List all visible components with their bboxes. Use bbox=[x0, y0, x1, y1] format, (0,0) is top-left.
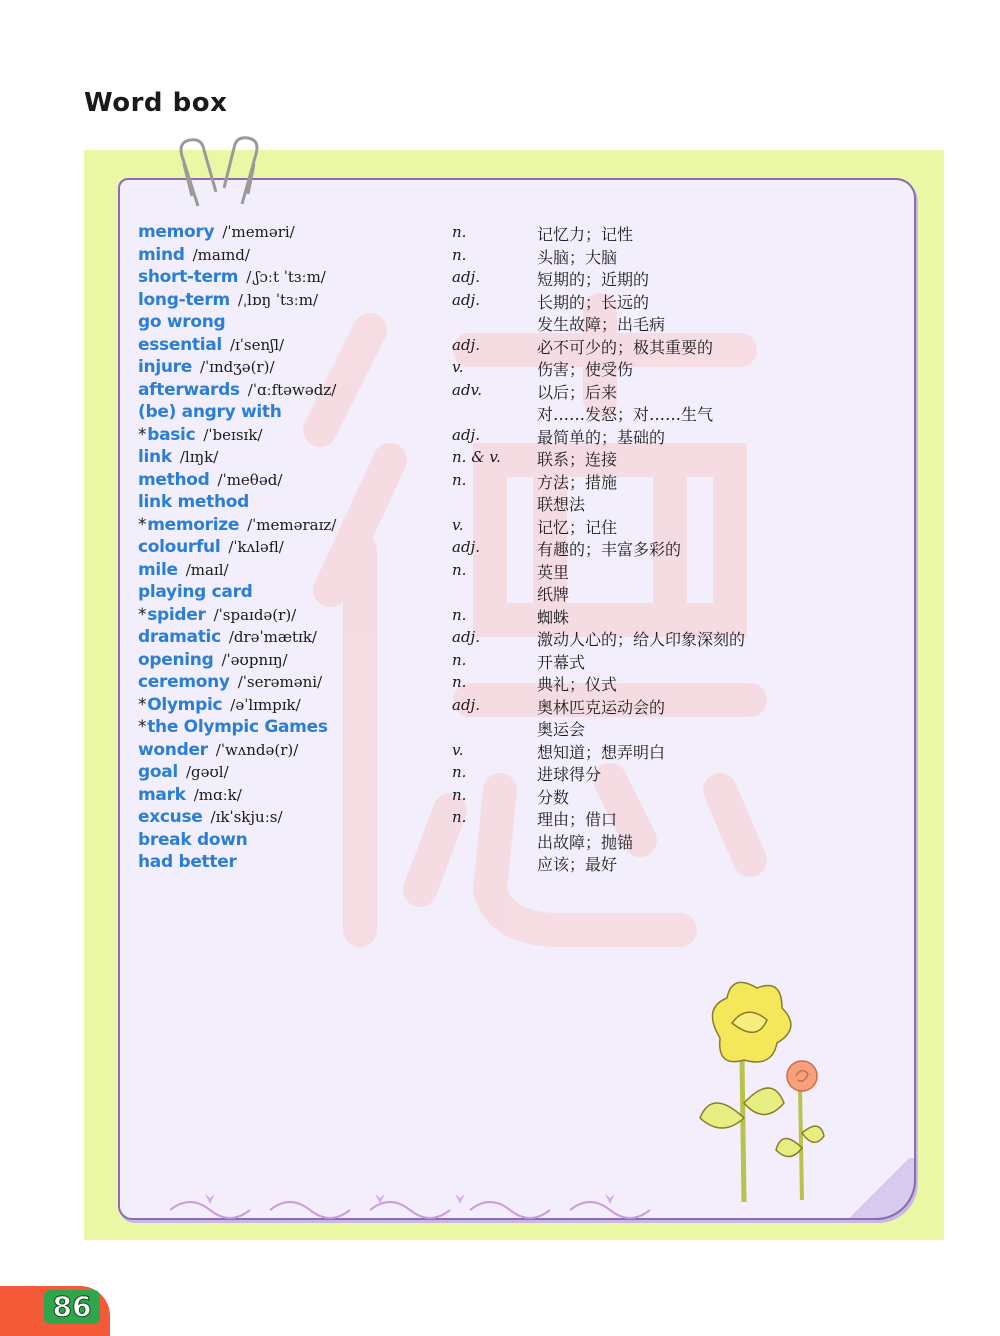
entry-part-of-speech: adj. bbox=[452, 425, 480, 444]
entry-phonetic: /maɪl/ bbox=[185, 560, 229, 579]
entry-part-of-speech: adj. bbox=[452, 538, 480, 556]
word-entry bbox=[0, 402, 1000, 424]
entry-phonetic: /ɪkˈskjuːs/ bbox=[210, 808, 283, 826]
entry-phonetic: /ˈəʊpnɪŋ/ bbox=[221, 650, 288, 669]
word-entry bbox=[0, 807, 1000, 829]
entry-phonetic: /ˈmeməraɪz/ bbox=[247, 515, 337, 534]
entry-word: method bbox=[138, 469, 210, 490]
entry-meaning: 典礼；仪式 bbox=[537, 675, 618, 694]
entry-meaning: 奥运会 bbox=[537, 720, 586, 739]
entry-headword bbox=[138, 470, 282, 490]
entry-word: basic bbox=[147, 424, 196, 445]
entry-meaning: 对……发怒；对……生气 bbox=[537, 405, 714, 424]
entry-part-of-speech: v. bbox=[452, 515, 464, 534]
entry-part-of-speech: n. bbox=[452, 245, 467, 264]
entry-meaning: 想知道；想弄明白 bbox=[537, 742, 666, 762]
entry-meaning: 联想法 bbox=[537, 495, 586, 514]
entry-part-of-speech: n. bbox=[452, 605, 467, 624]
entry-part-of-speech: n. bbox=[452, 763, 467, 781]
entry-word: the Olympic Games bbox=[147, 717, 328, 737]
entry-meaning: 长期的；长远的 bbox=[537, 292, 650, 312]
entry-word: afterwards bbox=[138, 379, 240, 400]
entry-word: Olympic bbox=[147, 694, 223, 715]
entry-phonetic: /ɪˈsenʃl/ bbox=[229, 335, 285, 354]
entry-phonetic: /ˈkʌləfl/ bbox=[228, 538, 284, 556]
entry-part-of-speech: adj. bbox=[452, 268, 480, 286]
entry-meaning: 出故障；抛锚 bbox=[537, 832, 634, 852]
entry-phonetic: /ˈmeθəd/ bbox=[217, 470, 283, 489]
entry-meaning: 英里 bbox=[537, 562, 570, 582]
entry-meaning: 理由；借口 bbox=[537, 810, 618, 829]
entry-part-of-speech: n. bbox=[452, 785, 467, 804]
entry-meaning: 伤害；使受伤 bbox=[537, 360, 634, 379]
word-entry bbox=[0, 312, 1000, 334]
entry-word: go wrong bbox=[138, 312, 226, 332]
entry-meaning: 激动人心的；给人印象深刻的 bbox=[537, 630, 746, 649]
entry-headword bbox=[138, 380, 336, 400]
entry-part-of-speech: n. bbox=[452, 650, 467, 669]
entry-meaning: 头脑；大脑 bbox=[537, 247, 618, 267]
entry-phonetic: /mɑːk/ bbox=[193, 785, 242, 804]
entry-meaning: 应该；最好 bbox=[537, 855, 618, 874]
entry-word: link bbox=[138, 447, 172, 467]
entry-part-of-speech: n. bbox=[452, 808, 467, 826]
entry-word: mark bbox=[138, 784, 186, 805]
entry-headword bbox=[138, 672, 322, 692]
entry-headword bbox=[138, 290, 318, 310]
entry-phonetic: /lɪŋk/ bbox=[179, 448, 219, 466]
word-entry bbox=[0, 222, 1000, 244]
entry-headword bbox=[138, 785, 242, 805]
entry-headword bbox=[138, 650, 288, 670]
word-entry bbox=[0, 492, 1000, 514]
entry-word: break down bbox=[138, 829, 248, 850]
entry-meaning: 奥林匹克运动会的 bbox=[537, 697, 666, 717]
entry-meaning: 进球得分 bbox=[537, 765, 602, 784]
entry-phonetic: /ˈserəməni/ bbox=[237, 673, 323, 691]
word-entry bbox=[0, 717, 1000, 739]
entry-part-of-speech: n. bbox=[452, 673, 467, 691]
entry-phonetic: /gəʊl/ bbox=[185, 763, 229, 781]
word-entry bbox=[0, 380, 1000, 402]
word-entry bbox=[0, 560, 1000, 582]
entry-part-of-speech: adj. bbox=[452, 695, 480, 714]
entry-word: mile bbox=[138, 559, 178, 580]
word-entry bbox=[0, 650, 1000, 672]
word-entry bbox=[0, 267, 1000, 289]
flower-illustration bbox=[672, 968, 842, 1208]
word-entry bbox=[0, 830, 1000, 852]
entry-headword bbox=[138, 830, 247, 850]
entry-headword bbox=[138, 717, 328, 737]
entry-phonetic: /əˈlɪmpɪk/ bbox=[230, 695, 301, 714]
word-entry bbox=[0, 627, 1000, 649]
page-heading: Word box bbox=[84, 88, 228, 118]
entry-phonetic: /ˈɑːftəwədz/ bbox=[247, 380, 337, 399]
entry-part-of-speech: v. bbox=[452, 358, 464, 376]
entry-meaning: 开幕式 bbox=[537, 652, 586, 672]
entry-meaning: 联系；连接 bbox=[537, 450, 618, 469]
entry-phonetic: /drəˈmætɪk/ bbox=[228, 628, 317, 646]
entry-meaning: 记忆；记住 bbox=[537, 517, 618, 537]
entry-word: (be) angry with bbox=[138, 402, 282, 422]
entry-headword bbox=[138, 582, 253, 602]
entry-headword bbox=[138, 852, 237, 872]
entry-part-of-speech: v. bbox=[452, 740, 464, 759]
entry-headword bbox=[138, 627, 317, 647]
entry-part-of-speech: n. & v. bbox=[452, 448, 501, 466]
entry-meaning: 短期的；近期的 bbox=[537, 270, 650, 289]
word-entry bbox=[0, 852, 1000, 874]
asterisk-mark: * bbox=[138, 717, 147, 737]
entry-phonetic: /ˌʃɔːt ˈtɜːm/ bbox=[246, 268, 326, 286]
entry-word: had better bbox=[138, 852, 237, 872]
entry-word: essential bbox=[138, 334, 222, 355]
entry-word: dramatic bbox=[138, 627, 221, 647]
word-entry bbox=[0, 785, 1000, 807]
word-entry bbox=[0, 470, 1000, 492]
word-entry bbox=[0, 515, 1000, 537]
entry-headword bbox=[138, 245, 250, 265]
entry-part-of-speech: adj. bbox=[452, 628, 480, 646]
entry-word: memory bbox=[138, 222, 215, 242]
decorative-border bbox=[170, 1186, 690, 1220]
entry-word: excuse bbox=[138, 807, 203, 827]
entry-part-of-speech: n. bbox=[452, 560, 467, 579]
entry-headword bbox=[138, 515, 336, 535]
entry-word: link method bbox=[138, 492, 250, 512]
entry-phonetic: /ˈspaɪdə(r)/ bbox=[213, 605, 297, 624]
entry-meaning: 分数 bbox=[537, 787, 570, 807]
entry-headword bbox=[138, 537, 284, 557]
entry-word: memorize bbox=[147, 514, 240, 535]
word-entry bbox=[0, 605, 1000, 627]
entry-word: goal bbox=[138, 762, 178, 782]
asterisk-mark: * bbox=[138, 514, 147, 535]
entry-headword bbox=[138, 222, 295, 242]
word-entry bbox=[0, 290, 1000, 312]
word-entry bbox=[0, 695, 1000, 717]
paperclip-icon bbox=[170, 134, 280, 214]
entry-meaning: 以后；后来 bbox=[537, 382, 618, 402]
entry-word: spider bbox=[147, 604, 206, 625]
entry-part-of-speech: n. bbox=[452, 470, 467, 489]
entry-word: playing card bbox=[138, 582, 253, 602]
entry-headword bbox=[138, 560, 229, 580]
entry-meaning: 蜘蛛 bbox=[537, 607, 570, 627]
entry-headword bbox=[138, 425, 262, 445]
entry-part-of-speech: adj. bbox=[452, 335, 480, 354]
entry-headword bbox=[138, 807, 283, 827]
word-entry bbox=[0, 447, 1000, 469]
entry-phonetic: /ˈbeɪsɪk/ bbox=[203, 425, 263, 444]
entry-headword bbox=[138, 447, 218, 467]
entry-meaning: 有趣的；丰富多彩的 bbox=[537, 540, 682, 559]
entry-meaning: 发生故障；出毛病 bbox=[537, 315, 666, 334]
entry-phonetic: /maɪnd/ bbox=[192, 245, 250, 264]
entry-headword bbox=[138, 762, 229, 782]
entry-word: long-term bbox=[138, 289, 230, 310]
entry-headword bbox=[138, 402, 282, 422]
asterisk-mark: * bbox=[138, 694, 147, 715]
word-entry bbox=[0, 672, 1000, 694]
entry-meaning: 纸牌 bbox=[537, 585, 570, 604]
asterisk-mark: * bbox=[138, 424, 147, 445]
entry-meaning: 最简单的；基础的 bbox=[537, 427, 666, 447]
entry-headword bbox=[138, 605, 296, 625]
entry-meaning: 方法；措施 bbox=[537, 472, 618, 492]
entry-word: colourful bbox=[138, 537, 221, 557]
word-entry bbox=[0, 582, 1000, 604]
word-entry bbox=[0, 335, 1000, 357]
entry-meaning: 必不可少的；极其重要的 bbox=[537, 337, 714, 357]
word-entry bbox=[0, 762, 1000, 784]
entry-headword bbox=[138, 267, 326, 287]
entry-word: mind bbox=[138, 244, 185, 265]
word-entry bbox=[0, 245, 1000, 267]
entry-headword bbox=[138, 492, 249, 512]
entry-phonetic: /ˈɪndʒə(r)/ bbox=[199, 358, 275, 376]
entry-phonetic: /ˈmeməri/ bbox=[222, 223, 295, 241]
entry-word: short-term bbox=[138, 267, 239, 287]
entry-headword bbox=[138, 695, 301, 715]
entry-part-of-speech: n. bbox=[452, 223, 467, 241]
entry-phonetic: /ˈwʌndə(r)/ bbox=[215, 740, 299, 759]
entry-part-of-speech: adv. bbox=[452, 380, 483, 399]
entry-headword bbox=[138, 357, 275, 377]
word-entry bbox=[0, 537, 1000, 559]
entry-word: wonder bbox=[138, 739, 208, 760]
word-entry bbox=[0, 357, 1000, 379]
word-entry bbox=[0, 425, 1000, 447]
entry-phonetic: /ˌlɒŋ ˈtɜːm/ bbox=[237, 290, 319, 309]
entry-word: opening bbox=[138, 649, 214, 670]
entry-word: ceremony bbox=[138, 672, 230, 692]
entry-headword bbox=[138, 335, 284, 355]
entry-headword bbox=[138, 312, 225, 332]
entry-headword bbox=[138, 740, 298, 760]
asterisk-mark: * bbox=[138, 604, 147, 625]
entry-word: injure bbox=[138, 357, 192, 377]
entry-meaning: 记忆力；记性 bbox=[537, 225, 634, 244]
page-number: 86 bbox=[44, 1290, 100, 1324]
word-entry bbox=[0, 740, 1000, 762]
entry-part-of-speech: adj. bbox=[452, 290, 480, 309]
